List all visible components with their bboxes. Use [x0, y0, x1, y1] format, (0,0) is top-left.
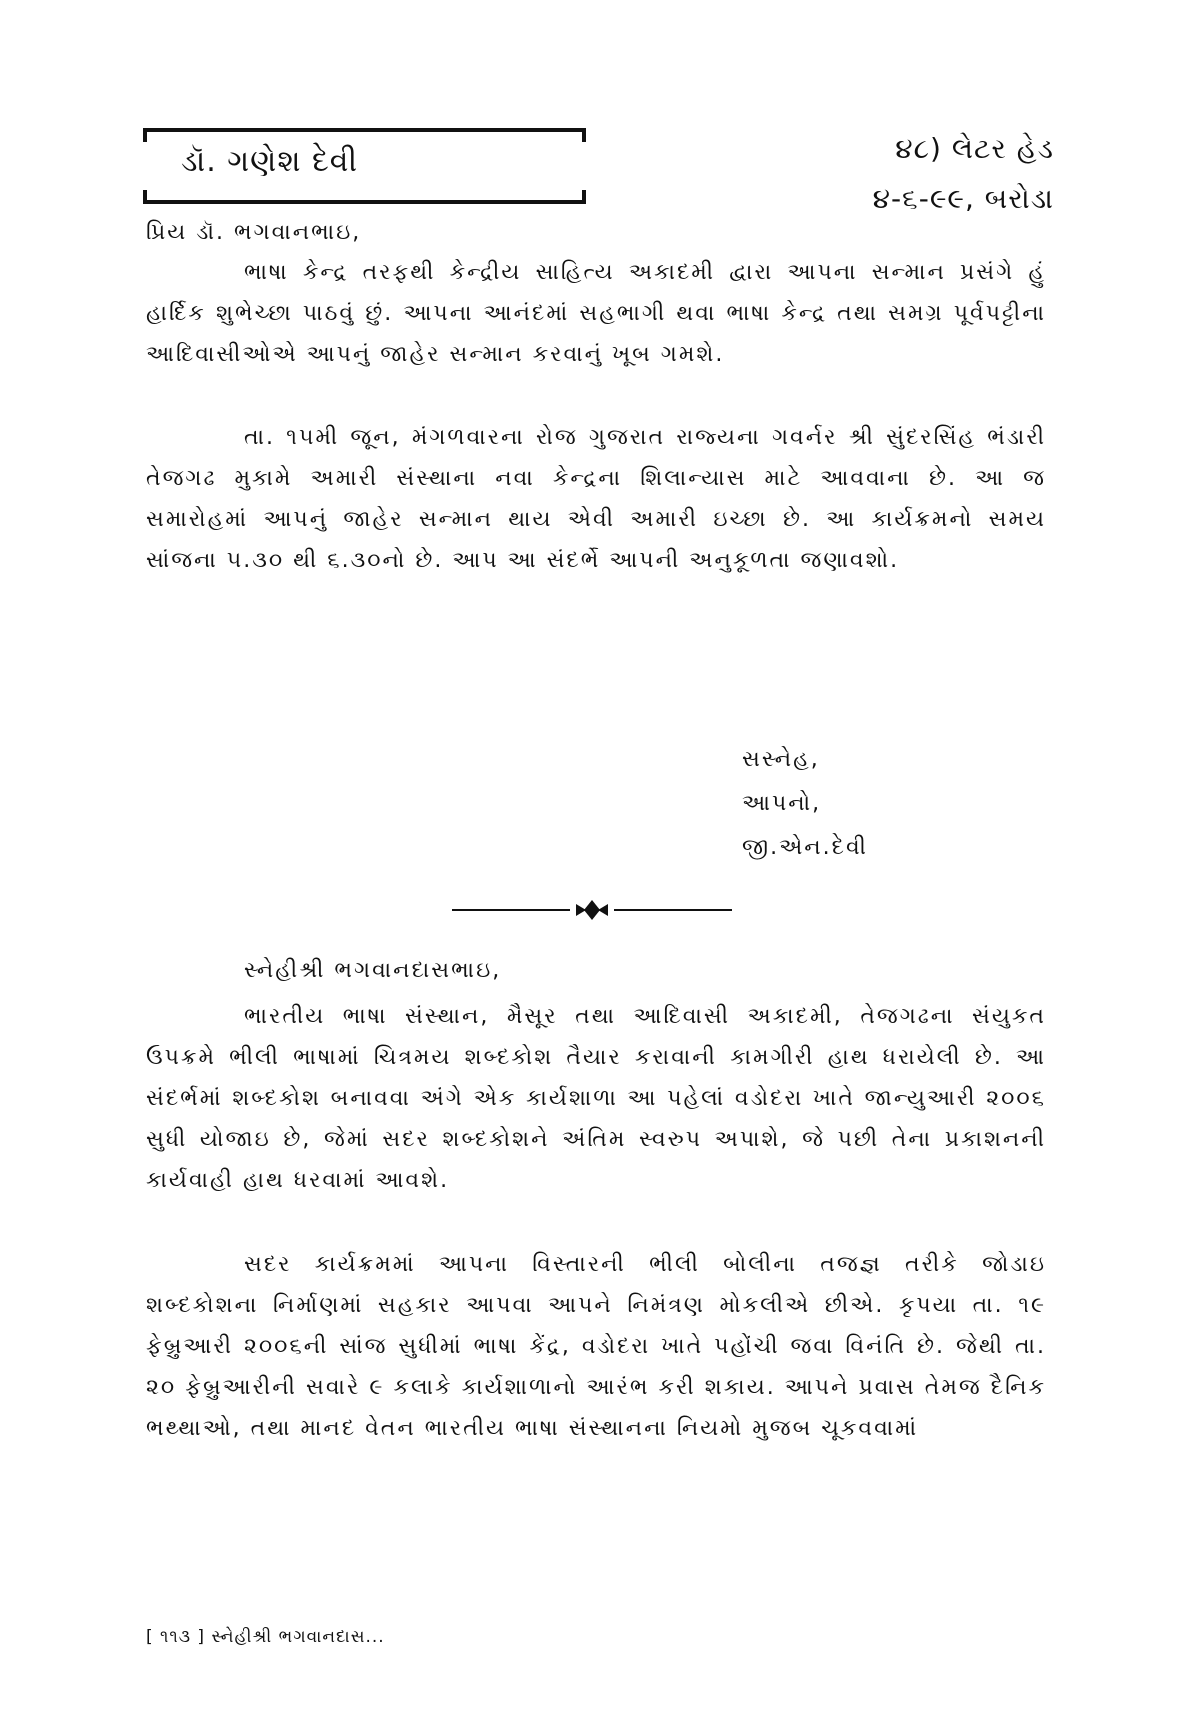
letter2-salutation: સ્નેહીશ્રી ભગવાનદાસભાઇ, — [244, 958, 502, 983]
letterhead-name: ડૉ. ગણેશ દેવી — [181, 144, 359, 179]
letter-number-title: ૪૮) લેટર હેડ — [895, 132, 1054, 165]
letterhead-bottom-rule — [143, 200, 586, 204]
section-divider-ornament — [452, 898, 732, 922]
page-footer: [ ૧૧૩ ] સ્નેહીશ્રી ભગવાનદાસ... — [146, 1627, 385, 1647]
letter2-paragraph-1: ભારતીય ભાષા સંસ્થાન, મૈસૂર તથા આદિવાસી અકાદમી, તેજગઢના સંયુકત ઉપક્રમે ભીલી ભાષામાં ચિત્રમય શબ્દકોશ તૈયાર કરાવાની કામગીરી હાથ ધરાયેલી છે. આ સંદર્ભમાં શબ્દકોશ બનાવવા અંગે એક કાર્યશાળા આ પહેલાં વડોદરા ખાતે જાન્યુઆરી ૨૦૦૬ સુધી યોજાઇ છે, જેમાં સદર શબ્દકોશને અંતિમ સ્વરુપ અપાશે, જે પછી તેના પ્રકાશનની કાર્યવાહી હાથ ધરવામાં આવશે. — [146, 1004, 1046, 1193]
letter1-paragraph-1: ભાષા કેન્દ્ર તરફથી કેન્દ્રીય સાહિત્ય અકાદમી દ્વારા આપના સન્માન પ્રસંગે હું હાર્દિક શુભેચ્છા પાઠવું છું. આપના આનંદમાં સહભાગી થવા ભાષા કેન્દ્ર તથા સમગ્ર પૂર્વપટ્ટીના આદિવાસીઓએ આપનું જાહેર સન્માન કરવાનું ખૂબ ગમશે. — [146, 260, 1046, 367]
signoff-signature: જી.એન.દેવી — [742, 835, 868, 860]
signoff-yours: આપનો, — [742, 791, 822, 816]
letterhead-box — [143, 120, 586, 204]
signoff-closing: સસ્નેહ, — [742, 747, 820, 772]
letter1-salutation: પ્રિય ડૉ. ભગવાનભાઇ, — [146, 220, 362, 245]
letter1-signoff — [742, 738, 868, 870]
letterhead-top-rule — [143, 128, 586, 132]
letter-heading — [873, 124, 1054, 224]
letter1-paragraph-2: તા. ૧૫મી જૂન, મંગળવારના રોજ ગુજરાત રાજ્યના ગવર્નર શ્રી સુંદરસિંહ ભંડારી તેજગઢ મુકામે અમારી સંસ્થાના નવા કેન્દ્રના શિલાન્યાસ માટે આવવાના છે. આ જ સમારોહમાં આપનું જાહેર સન્માન થાય એવી અમારી ઇચ્છા છે. આ કાર્યક્રમનો સમય સાંજના ૫.૩૦ થી ૬.૩૦નો છે. આપ આ સંદર્ભે આપની અનુકૂળતા જણાવશો. — [146, 425, 1046, 573]
letter-date-place: ૪-૬-૯૯, બરોડા — [872, 182, 1054, 215]
letter2-paragraph-2: સદર કાર્યક્રમમાં આપના વિસ્તારની ભીલી બોલીના તજજ્ઞ તરીકે જોડાઇ શબ્દકોશના નિર્માણમાં સહકાર આપવા આપને નિમંત્રણ મોકલીએ છીએ. કૃપયા તા. ૧૯ ફેબ્રુઆરી ૨૦૦૬ની સાંજ સુધીમાં ભાષા કેંદ્ર, વડોદરા ખાતે પહોંચી જવા વિનંતિ છે. જેથી તા. ૨૦ ફેબ્રુઆરીની સવારે ૯ કલાકે કાર્યશાળાનો આરંભ કરી શકાય. આપને પ્રવાસ તેમજ દૈનિક ભથ્થાઓ, તથા માનદ વેતન ભારતીય ભાષા સંસ્થાનના નિયમો મુજબ ચૂકવવામાં — [146, 1252, 1046, 1441]
